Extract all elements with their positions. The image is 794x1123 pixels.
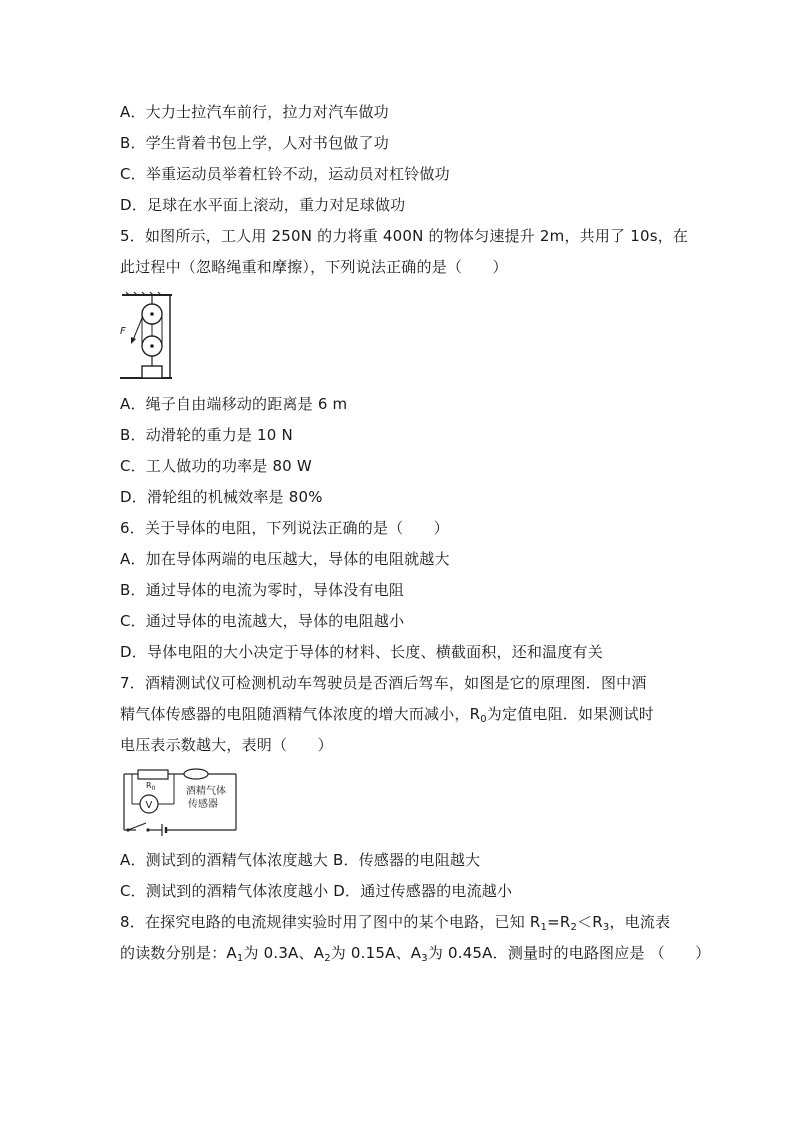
q7-stem-line1: 7．酒精测试仪可检测机动车驾驶员是否酒后驾车，如图是它的原理图．图中酒 — [120, 674, 647, 692]
r0-label: $R_0$ — [146, 781, 156, 792]
q4-option-c: C．举重运动员举着杠铃不动，运动员对杠铃做功 — [120, 165, 450, 183]
q4-option-a: A．大力士拉汽车前行，拉力对汽车做功 — [120, 103, 389, 121]
q4-option-b: B．学生背着书包上学，人对书包做了功 — [120, 134, 389, 152]
sensor-label-line2: 传感器 — [188, 799, 218, 810]
q6-stem: 6．关于导体的电阻，下列说法正确的是（ ） — [120, 519, 449, 537]
pulley-figure — [116, 290, 176, 382]
q6-option-d: D．导体电阻的大小决定于导体的材料、长度、横截面积，还和温度有关 — [120, 643, 603, 661]
q7-options-row2: C．测试到的酒精气体浓度越小 D．通过传感器的电流越小 — [120, 882, 513, 900]
q5-option-b: B．动滑轮的重力是 10 N — [120, 426, 293, 444]
sensor-label-line1: 酒精气体 — [186, 786, 226, 797]
q5-option-c: C．工人做功的功率是 80 W — [120, 457, 312, 475]
q7-options-row1: A．测试到的酒精气体浓度越大 B．传感器的电阻越大 — [120, 851, 481, 869]
voltmeter-label: V — [145, 800, 153, 811]
q8-stem-line2: 的读数分别是：$A_1$为 0.3A、$A_2$为 0.15A、$A_3$为 0.45A．测量时的电路图应是 （ ） — [120, 944, 711, 964]
q6-option-a: A．加在导体两端的电压越大，导体的电阻就越大 — [120, 550, 450, 568]
q6-option-c: C．通过导体的电流越大，导体的电阻越小 — [120, 612, 405, 630]
q4-option-d: D．足球在水平面上滚动，重力对足球做功 — [120, 196, 406, 214]
force-label: F — [120, 326, 126, 337]
q5-stem-line1: 5．如图所示，工人用 250N 的力将重 400N 的物体匀速提升 2m，共用了 10s，在 — [120, 227, 689, 245]
q6-option-b: B．通过导体的电流为零时，导体没有电阻 — [120, 581, 405, 599]
q8-stem-line1: 8．在探究电路的电流规律实验时用了图中的某个电路，已知 $R_1=R_2<R_3$，电流表 — [120, 913, 671, 933]
q5-stem-line2: 此过程中（忽略绳重和摩擦），下列说法正确的是（ ） — [120, 258, 508, 276]
q5-option-d: D．滑轮组的机械效率是 80% — [120, 488, 323, 506]
alcohol-tester-circuit — [118, 766, 242, 836]
q7-stem-line2: 精气体传感器的电阻随酒精气体浓度的增大而减小，$R_0$为定值电阻．如果测试时 — [120, 705, 654, 725]
q5-option-a: A．绳子自由端移动的距离是 6 m — [120, 395, 348, 413]
q7-stem-line3: 电压表示数越大，表明（ ） — [120, 736, 333, 754]
